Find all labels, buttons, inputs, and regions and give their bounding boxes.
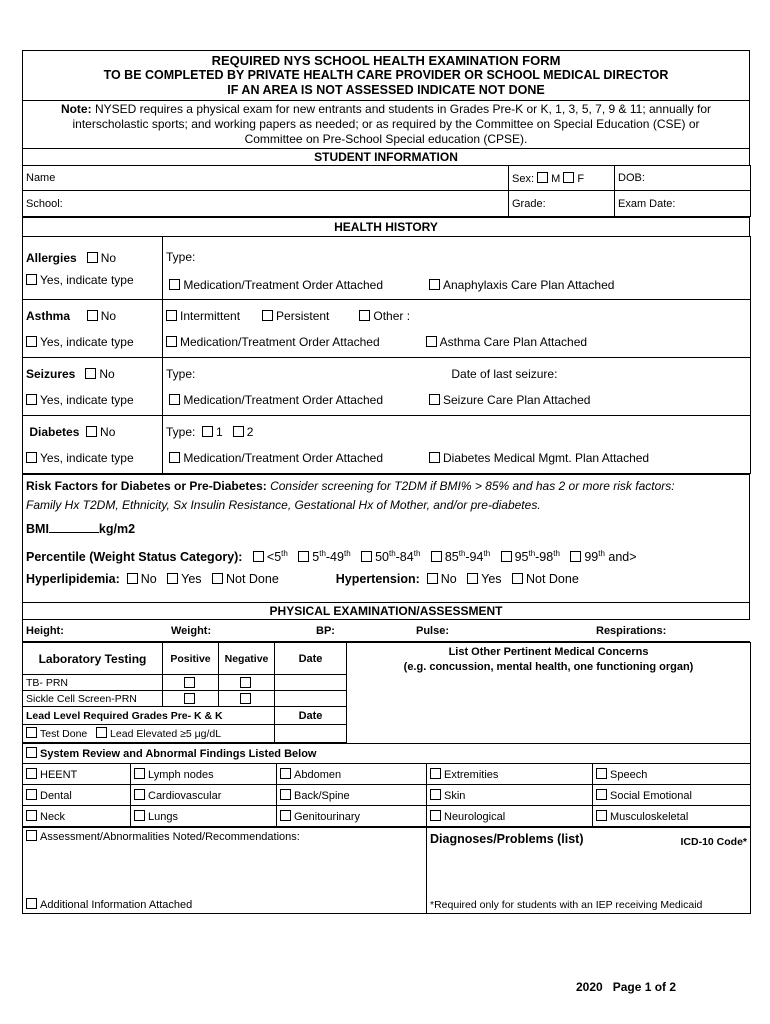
sickle-negative[interactable]: [219, 691, 275, 707]
sex-f-label: F: [577, 172, 585, 185]
allergies-no-checkbox[interactable]: [87, 252, 98, 263]
sys-lymph[interactable]: Lymph nodes: [131, 764, 277, 785]
tb-positive[interactable]: [163, 675, 219, 691]
percentile-row: [26, 544, 746, 567]
p2-checkbox[interactable]: [298, 551, 309, 562]
sex-f-checkbox[interactable]: [563, 172, 574, 183]
allergies-yes-label: Yes, indicate type: [40, 273, 134, 287]
concerns-line-2: (e.g. concussion, mental health, one functioning organ): [403, 661, 694, 673]
sys-abdomen[interactable]: Abdomen: [277, 764, 427, 785]
note-label: Note:: [60, 102, 92, 116]
sys-neck[interactable]: Neck: [23, 806, 131, 827]
seizures-no-checkbox[interactable]: [85, 368, 96, 379]
bp-yes-label: Yes: [481, 572, 502, 587]
anaphylaxis-checkbox[interactable]: [429, 279, 440, 290]
sys-extremities[interactable]: Extremities: [427, 764, 593, 785]
health-exam-form: [22, 50, 750, 914]
seizures-type: Type:: [166, 366, 196, 381]
risk-label: Risk Factors for Diabetes or Pre-Diabetes:: [26, 479, 267, 493]
seizures-yes-checkbox[interactable]: [26, 394, 37, 405]
title-line-2: TO BE COMPLETED BY PRIVATE HEALTH CARE PROVIDER OR SCHOOL MEDICAL DIRECTOR: [103, 68, 669, 82]
test-done-checkbox[interactable]: [26, 727, 37, 738]
diabetes-plan-label: Diabetes Medical Mgmt. Plan Attached: [443, 450, 650, 465]
tb-label: TB- PRN: [23, 675, 163, 691]
sickle-date[interactable]: [275, 691, 347, 707]
sex-label: Sex:: [512, 172, 535, 185]
medical-concerns-cell[interactable]: [347, 643, 751, 743]
sys-back[interactable]: Back/Spine: [277, 785, 427, 806]
sys-lungs[interactable]: Lungs: [131, 806, 277, 827]
p4-th: th: [458, 549, 466, 558]
allergies-cell: [23, 237, 163, 300]
intermittent-label: Intermittent: [180, 308, 241, 323]
p6-th: th: [598, 549, 605, 558]
hyperlipidemia-label: Hyperlipidemia:: [26, 572, 120, 587]
risk-text-1: Consider screening for T2DM if BMI% > 85% and has 2 or more risk factors:: [266, 479, 675, 493]
concerns-line-1: List Other Pertinent Medical Concerns: [448, 646, 649, 658]
seizures-yes-label: Yes, indicate type: [40, 392, 134, 407]
icd-label: ICD-10 Code*: [680, 836, 747, 848]
sys-speech[interactable]: Speech: [593, 764, 751, 785]
assessment-checkbox[interactable]: [26, 830, 37, 841]
asthma-plan-checkbox[interactable]: [426, 336, 437, 347]
p1-th: th: [281, 549, 288, 558]
lipid-notdone-checkbox[interactable]: [212, 573, 223, 584]
allergies-med-checkbox[interactable]: [169, 279, 180, 290]
school-field[interactable]: School:: [23, 191, 509, 217]
p2-th2: th: [343, 549, 351, 558]
lab-table: [22, 642, 751, 743]
diabetes-no-checkbox[interactable]: [86, 426, 97, 437]
lipid-yes-label: Yes: [181, 572, 202, 587]
type2-label: 2: [246, 424, 254, 439]
seizures-cell: [23, 358, 163, 416]
sys-musculo[interactable]: Musculoskeletal: [593, 806, 751, 827]
additional-info-label: Additional Information Attached: [40, 899, 193, 911]
sys-skin[interactable]: Skin: [427, 785, 593, 806]
seizures-med-checkbox[interactable]: [169, 394, 180, 405]
p5-th2: th: [553, 549, 560, 558]
assessment-label: Assessment/Abnormalities Noted/Recommendations:: [40, 831, 300, 843]
bmi-field[interactable]: [49, 532, 99, 533]
bp-yes-checkbox[interactable]: [467, 573, 478, 584]
last-seizure-field[interactable]: Date of last seizure:: [451, 366, 558, 381]
asthma-other-label: Other :: [373, 308, 411, 323]
asthma-med-checkbox[interactable]: [166, 336, 177, 347]
asthma-med-label: Medication/Treatment Order Attached: [180, 334, 380, 349]
positive-header: Positive: [163, 643, 219, 675]
p2-end: -49: [325, 550, 344, 565]
p4-end: -94: [465, 550, 484, 565]
p2-th: th: [319, 549, 326, 558]
risk-text-2: Family Hx T2DM, Ethnicity, Sx Insulin Resistance, Gestational Hx of Mother, and/or pre-diabetes.: [26, 498, 541, 512]
diabetes-med-checkbox[interactable]: [169, 452, 180, 463]
seizure-plan-label: Seizure Care Plan Attached: [443, 392, 591, 407]
lead-date[interactable]: [275, 725, 347, 743]
system-review-checkbox[interactable]: [26, 747, 37, 758]
asthma-yes-checkbox[interactable]: [26, 336, 37, 347]
allergies-details: [163, 237, 751, 300]
allergies-med-label: Medication/Treatment Order Attached: [183, 278, 383, 292]
p4-checkbox[interactable]: [431, 551, 442, 562]
name-field[interactable]: Name: [23, 166, 509, 191]
sys-dental[interactable]: Dental: [23, 785, 131, 806]
diabetes-label: Diabetes: [29, 424, 80, 439]
sys-heent[interactable]: HEENT: [23, 764, 131, 785]
diabetes-plan-checkbox[interactable]: [429, 452, 440, 463]
diabetes-yes-checkbox[interactable]: [26, 452, 37, 463]
health-history-heading: HEALTH HISTORY: [22, 217, 750, 236]
lead-required-label: Lead Level Required Grades Pre- K & K: [23, 707, 275, 725]
diabetes-cell: [23, 416, 163, 474]
pulse-field[interactable]: Pulse:: [416, 624, 450, 637]
lead-elevated-checkbox[interactable]: [96, 727, 107, 738]
p3-checkbox[interactable]: [361, 551, 372, 562]
diabetes-yes-label: Yes, indicate type: [40, 450, 134, 465]
hypertension-label: Hypertension:: [335, 572, 420, 587]
p3-th: th: [388, 549, 396, 558]
asthma-cell: [23, 300, 163, 358]
p5-label: 95: [514, 550, 529, 565]
asthma-details: [163, 300, 751, 358]
type1-checkbox[interactable]: [202, 426, 213, 437]
assessment-table: [22, 827, 751, 914]
p5-checkbox[interactable]: [501, 551, 512, 562]
asthma-yes-label: Yes, indicate type: [40, 334, 134, 349]
type2-checkbox[interactable]: [233, 426, 244, 437]
p1-checkbox[interactable]: [253, 551, 264, 562]
sickle-label: Sickle Cell Screen-PRN: [23, 691, 163, 707]
note-text: NYSED requires a physical exam for new entrants and students in Grades Pre-K or K, 1, 3, 5, 7, 9 & 11; annually for interscholastic sports; and working papers as needed; or as required by the Committee on Special Education (CSE) or Committee on Pre-School Special education (CPSE).: [72, 102, 712, 146]
p5-end: -98: [535, 550, 554, 565]
asthma-plan-label: Asthma Care Plan Attached: [439, 334, 588, 349]
assessment-cell[interactable]: [23, 828, 427, 914]
p1-label: <5: [266, 550, 282, 565]
p4-label: 85: [444, 550, 459, 565]
sickle-positive[interactable]: [163, 691, 219, 707]
additional-info-checkbox[interactable]: [26, 898, 37, 909]
respirations-field[interactable]: Respirations:: [596, 624, 667, 637]
p4-th2: th: [483, 549, 491, 558]
lipid-bp-row: [26, 570, 746, 589]
seizures-label: Seizures: [26, 366, 76, 381]
negative-header: Negative: [219, 643, 275, 675]
sys-neuro[interactable]: Neurological: [427, 806, 593, 827]
lead-test-row: [23, 725, 275, 743]
lipid-no-checkbox[interactable]: [127, 573, 138, 584]
bmi-label: BMI: [26, 522, 49, 536]
note-block: [22, 100, 750, 148]
asthma-other-checkbox[interactable]: [359, 310, 370, 321]
dob-field[interactable]: DOB:: [615, 166, 751, 191]
allergies-yes-checkbox[interactable]: [26, 274, 37, 285]
diabetes-type: Type:: [166, 424, 196, 439]
p2-label: 5: [312, 550, 320, 565]
p5-th: th: [528, 549, 536, 558]
lead-elevated-label: Lead Elevated ≥5 μg/dL: [110, 728, 222, 740]
weight-field[interactable]: Weight:: [171, 624, 212, 637]
percentile-label: Percentile (Weight Status Category):: [26, 550, 243, 565]
lipid-no-label: No: [140, 572, 157, 587]
grade-field[interactable]: Grade:: [509, 191, 615, 217]
type1-label: 1: [216, 424, 223, 439]
persistent-checkbox[interactable]: [262, 310, 273, 321]
seizures-details: [163, 358, 751, 416]
diagnoses-cell[interactable]: [427, 828, 751, 914]
p3-label: 50: [375, 550, 389, 565]
bp-field[interactable]: BP:: [316, 624, 335, 637]
tb-date[interactable]: [275, 675, 347, 691]
tb-negative[interactable]: [219, 675, 275, 691]
anaphylaxis-label: Anaphylaxis Care Plan Attached: [443, 278, 615, 292]
diabetes-no-label: No: [100, 424, 116, 439]
p6-end: and>: [604, 550, 637, 565]
date-header: Date: [275, 643, 347, 675]
lab-header: Laboratory Testing: [23, 643, 163, 675]
allergies-label: Allergies: [26, 251, 77, 265]
health-history-table: [22, 236, 751, 474]
lead-date-header: Date: [275, 707, 347, 725]
intermittent-checkbox[interactable]: [166, 310, 177, 321]
risk-factors-block: [22, 474, 750, 602]
p6-label: 99: [584, 550, 599, 565]
exam-date-field[interactable]: Exam Date:: [615, 191, 751, 217]
page-footer: 2020 Page 1 of 2: [576, 980, 677, 994]
required-note: *Required only for students with an IEP receiving Medicaid: [430, 899, 703, 911]
student-info-heading: STUDENT INFORMATION: [22, 148, 750, 165]
seizures-med-label: Medication/Treatment Order Attached: [183, 392, 383, 407]
diagnoses-label: Diagnoses/Problems (list): [430, 832, 584, 846]
title-line-3: IF AN AREA IS NOT ASSESSED INDICATE NOT DONE: [227, 83, 545, 97]
lipid-notdone-label: Not Done: [225, 572, 279, 587]
system-review-table: [22, 743, 751, 827]
student-info-table: [22, 165, 751, 217]
bp-notdone-checkbox[interactable]: [512, 573, 523, 584]
seizure-plan-checkbox[interactable]: [429, 394, 440, 405]
allergies-no-label: No: [100, 251, 117, 265]
bp-no-checkbox[interactable]: [427, 573, 438, 584]
sex-m-checkbox[interactable]: [537, 172, 548, 183]
bmi-unit: kg/m2: [98, 522, 136, 536]
bp-no-label: No: [440, 572, 457, 587]
sys-genito[interactable]: Genitourinary: [277, 806, 427, 827]
system-review-label: System Review and Abnormal Findings Listed Below: [40, 748, 317, 760]
seizures-no-label: No: [99, 366, 115, 381]
persistent-label: Persistent: [276, 308, 330, 323]
sex-m-label: M: [551, 172, 561, 185]
vitals-row: [23, 620, 751, 642]
system-review-row: [23, 744, 751, 764]
vitals-table: [22, 619, 750, 642]
diabetes-details: [163, 416, 751, 474]
physical-exam-heading: PHYSICAL EXAMINATION/ASSESSMENT: [22, 602, 750, 619]
asthma-no-label: No: [100, 308, 117, 323]
allergies-type: Type:: [166, 250, 196, 264]
bp-notdone-label: Not Done: [525, 572, 579, 587]
lipid-yes-checkbox[interactable]: [167, 573, 178, 584]
form-title: [22, 50, 750, 100]
title-line-1: REQUIRED NYS SCHOOL HEALTH EXAMINATION FORM: [211, 53, 561, 68]
height-field[interactable]: Height:: [26, 624, 64, 637]
test-done-label: Test Done: [40, 728, 88, 740]
diabetes-med-label: Medication/Treatment Order Attached: [183, 450, 383, 465]
asthma-label: Asthma: [26, 308, 71, 323]
p6-checkbox[interactable]: [570, 551, 581, 562]
sys-social[interactable]: Social Emotional: [593, 785, 751, 806]
p3-th2: th: [413, 549, 421, 558]
p3-end: -84: [395, 550, 414, 565]
sex-field[interactable]: [509, 166, 615, 191]
asthma-no-checkbox[interactable]: [87, 310, 98, 321]
sys-cardio[interactable]: Cardiovascular: [131, 785, 277, 806]
